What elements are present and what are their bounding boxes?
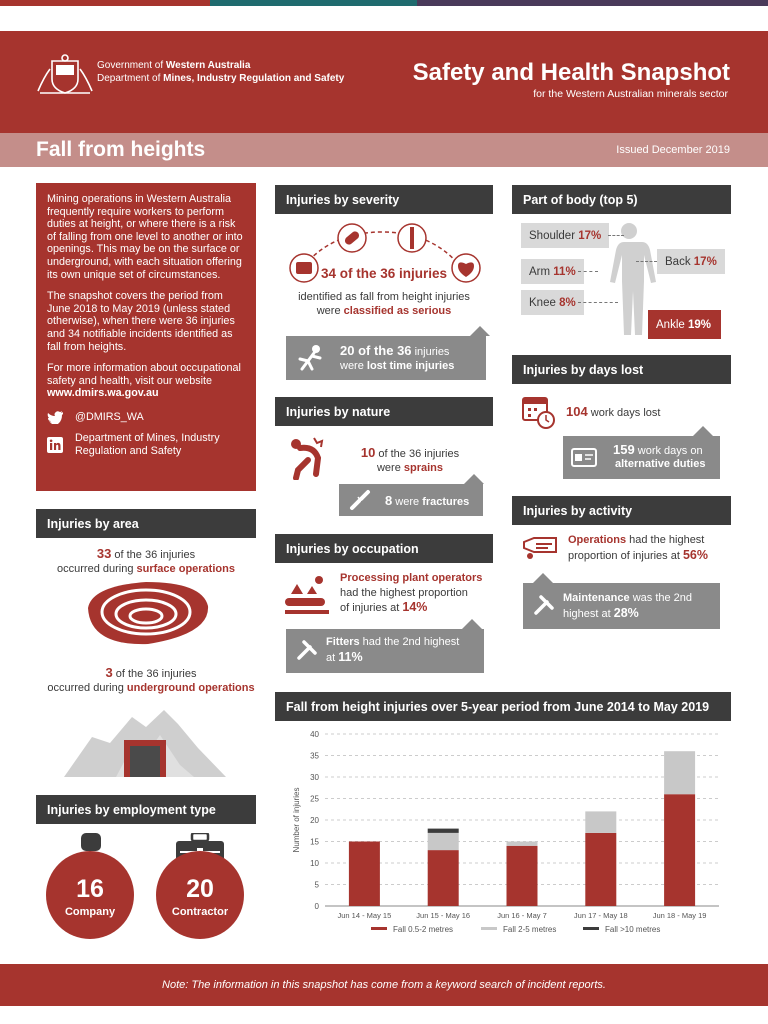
bar-segment [507,846,538,906]
bar-segment [585,833,616,906]
employment-section-title: Injuries by employment type [36,795,256,824]
intro-paragraph-3: For more information about occupational safety and health, visit our website www.dmirs.wa.gov.au [47,362,241,400]
operations-stat: Operations had the highest proportion of injuries at 56% [568,534,708,562]
x-tick-label: Jun 18 - May 19 [652,911,707,920]
bar-segment [507,842,538,846]
legend-label: Fall 0.5-2 metres [393,925,454,934]
severity-big-stat: 34 of the 36 injuries [320,266,448,281]
top-stripe-teal [210,0,417,6]
nature-section-title: Injuries by nature [275,397,493,426]
legend-label: Fall 2-5 metres [503,925,557,934]
bar-segment [664,751,695,794]
bar-segment [428,850,459,906]
chart-title: Fall from height injuries over 5-year period from June 2014 to May 2019 [275,692,731,721]
header-banner [0,31,768,133]
top-stripe-purple [417,0,768,6]
intro-panel [36,183,256,491]
shoulder-leader [608,235,624,236]
knee-label: Knee 8% [521,290,584,315]
linkedin-row[interactable] [47,432,245,457]
fitters-pointer [462,619,482,629]
x-tick-label: Jun 15 - May 16 [416,911,471,920]
back-label: Back 17% [657,249,725,274]
lost-time-box: 20 of the 36 injuries were lost time injuries [286,336,486,380]
underground-mine-icon [64,700,226,778]
legend-swatch [371,927,387,930]
falling-person-icon [296,344,324,372]
sprains-stat: 10 of the 36 injuries were sprains [360,445,460,474]
calendar-clock-icon [522,394,556,430]
injuries-chart [275,726,731,938]
intro-paragraph-2: The snapshot covers the period from June 2018 to May 2019 (unless stated otherwise), when there were 36 injuries and 34 notifiable incidents identified as fall from heights. [47,290,235,353]
fractures-pointer [464,474,484,484]
y-tick-label: 0 [314,902,319,911]
bar-segment [664,794,695,906]
days-lost-stat: 104 work days lost [566,404,661,419]
shoulder-label: Shoulder 17% [521,223,609,248]
severity-detail: identified as fall from height injuries were classified as serious [298,291,470,317]
subheader-bar [0,133,768,167]
ankle-label: Ankle 19% [648,310,721,339]
y-tick-label: 5 [314,880,319,890]
footer-note: Note: The information in this snapshot has come from a keyword search of incident reports. [0,964,768,1006]
fractures-box: 8 were fractures [339,484,483,516]
lost-time-pointer [470,326,490,336]
y-tick-label: 20 [310,816,319,825]
arm-leader [578,271,598,272]
bar-segment [428,829,459,833]
processing-plant-icon [283,572,331,616]
fitters-box: Fitters had the 2nd highest at 11% [286,629,484,673]
legend-swatch [583,927,599,930]
y-tick-label: 40 [310,730,319,739]
broken-bone-icon [349,489,371,511]
crest-logo-icon [36,53,94,97]
surface-stat: 33 of the 36 injuries occurred during surface operations [57,546,235,575]
issued-date: Issued December 2019 [616,144,730,156]
twitter-handle: @DMIRS_WA [75,410,144,423]
severity-section-title: Injuries by severity [275,185,493,214]
wrench-screwdriver-icon [533,594,555,616]
legend-label: Fall >10 metres [605,925,661,934]
maintenance-pointer [533,573,553,583]
page-subtitle: for the Western Australian minerals sector [533,88,728,100]
dept-name: Department of Mines, Industry Regulation and Safety [97,73,345,84]
website-link[interactable]: www.dmirs.wa.gov.au [47,387,159,400]
x-tick-label: Jun 16 - May 7 [497,911,547,920]
activity-section-title: Injuries by activity [512,496,731,525]
y-tick-label: 35 [310,751,319,761]
sprain-person-icon [284,434,330,480]
twitter-row[interactable] [47,410,245,424]
alt-duties-box: 159 work days on alternative duties [563,436,720,479]
gov-name: Government of Western Australia [97,60,251,71]
wrench-icon [296,639,318,661]
y-axis-label: Number of injuries [292,787,301,853]
conveyor-icon [522,536,558,560]
x-tick-label: Jun 17 - May 18 [573,911,628,920]
arm-label: Arm 11% [521,259,584,284]
id-card-icon [571,446,597,468]
occupation-section-title: Injuries by occupation [275,534,493,563]
y-tick-label: 10 [310,859,319,868]
legend-swatch [481,927,497,930]
topic-title: Fall from heights [36,138,206,161]
y-tick-label: 15 [310,837,319,847]
y-tick-label: 30 [310,773,319,782]
x-tick-label: Jun 14 - May 15 [337,911,392,920]
alt-duties-pointer [693,426,713,436]
linkedin-name: Department of Mines, Industry Regulation and Safety [75,431,220,457]
twitter-icon [47,410,63,424]
bar-segment [349,842,380,907]
body-section-title: Part of body (top 5) [512,185,731,214]
company-circle: 16 Company [46,851,134,939]
linkedin-icon [47,437,63,453]
y-tick-label: 25 [310,794,319,804]
knee-leader [578,302,618,303]
maintenance-box: Maintenance was the 2nd highest at 28% [523,583,720,629]
days-section-title: Injuries by days lost [512,355,731,384]
open-pit-icon [78,578,210,650]
back-leader [636,261,657,262]
intro-paragraph-1: Mining operations in Western Australia frequently require workers to perform duties at height, or where there is a risk of falling from one level to another or into openings. This may be on the surface or underground, with each situation offering its own unique set of circumstances. [47,193,243,281]
bar-segment [585,811,616,833]
bar-segment [428,833,459,850]
top-stripe-red [0,0,210,6]
contractor-circle: 20 Contractor [156,851,244,939]
page-title: Safety and Health Snapshot [412,59,730,86]
operators-stat: Processing plant operators had the highest proportion of injuries at 14% [340,572,483,614]
underground-stat: 3 of the 36 injuries occurred during underground operations [47,665,255,694]
area-section-title: Injuries by area [36,509,256,538]
